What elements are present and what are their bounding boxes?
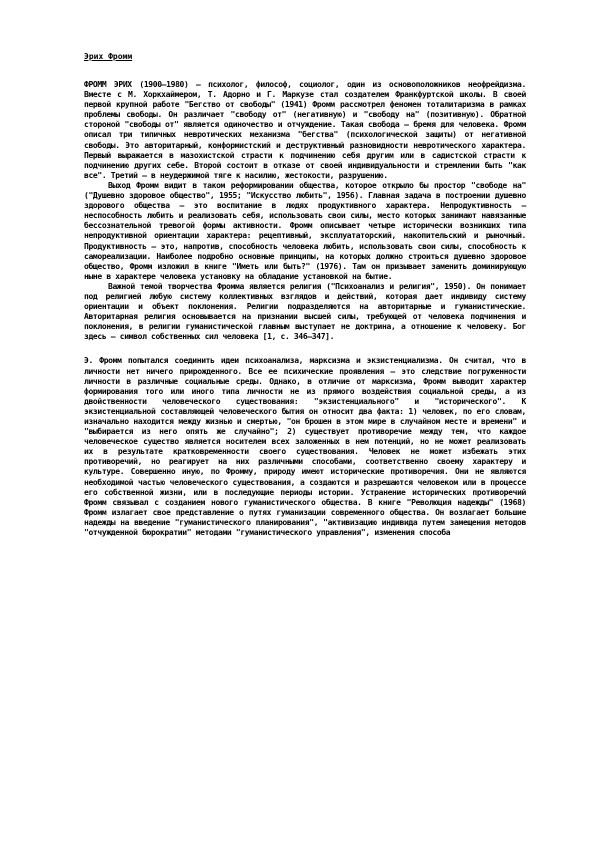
paragraph-2: Выход Фромм видит в таком реформировании общества, которое открыло бы простор "свободе на" ("Душевно здоровое общество", 1955; "Искусство любить", 1956). Главная задача в построении душевно здорового общества — это воспитание в людях продуктивного характера. Непродуктивность — неспособность любить и реализовать себя, использовать свои силы, место которых занимают навязанные бессознательной тревогой формы активности. Фромм описывает четыре исторически возникших типа непродуктивной ориентации характера: рецептивный, эксплуататорский, накопительский и рыночный. Продуктивность — это, напротив, способность человека любить, использовать свои силы, способность к самореализации. Наиболее подробно основные принципы, на которых должно строиться душевно здоровое общество, Фромм изложил в книге "Иметь или быть?" (1976). Там он призывает заменить доминирующую ныне в характере человека установку на обладание установкой на бытие. [84, 180, 526, 281]
document-title: Эрих Фромм [84, 52, 133, 61]
paragraph-3: Важной темой творчества Фромма является религия ("Психоанализ и религия", 1950). Он понимает под религией любую систему коллективных взглядов и действий, которая дает индивиду систему ориентации и объект поклонения. Религии подразделяются на авторитарные и гуманистические. Авторитарная религия основывается на признании высшей силы, требующей от человека подчинения и поклонения, в религии гуманистической главным выступает не доктрина, а отношение к человеку. Бог здесь — символ собственных сил человека [1, с. 346–347]. [84, 281, 526, 342]
paragraph-spacer [84, 342, 526, 356]
paragraph-4: Э. Фромм попытался соединить идеи психоанализа, марксизма и экзистенциализма. Он считал, что в личности нет ничего прирожденного. Все ее психические проявления — это следствие погруженности личности в различные социальные среды. Однако, в отличие от марксизма, Фромм выводит характер формирования того или иного типа личности не из прямого воздействия социальной среды, а из двойственности человеческого существования: "экзистенциального" и "исторического". К экзистенциальной составляющей человеческого бытия он относит два факта: 1) человек, по его словам, изначально находится между жизнью и смертью, "он брошен в этом мире в случайном месте и времени" и "выбирается из него опять же случайно"; 2) существует противоречие между тем, что каждое человеческое существо является носителем всех заложенных в нем потенций, но не может реализовать их в результате кратковременности своего существования. Человек не может избежать этих противоречий, но реагирует на них различными способами, соответственно своему характеру и культуре. Совершенно иную, по Фромму, природу имеют исторические противоречия. Они не являются необходимой частью человеческого существования, а создаются и разрешаются человеком или в процессе его собственной жизни, или в последующие периоды истории. Устранение исторических противоречий Фромм связывал с созданием нового гуманистического общества. В книге "Революция надежды" (1968) Фромм излагает свое представление о путях гуманизации современного общества. Он возлагает большие надежды на введение "гуманистического планирования", "активизацию индивида путем замещения методов "отчужденной бюрократии" методами "гуманистического управления", изменения способа [84, 356, 526, 538]
paragraph-1: ФРОММ ЭРИХ (1900–1980) — психолог, философ, социолог, один из основоположников неофрейдизма. Вместе с М. Хоркхаймером, Т. Адорно и Г. Маркузе стал создателем Франкфуртской школы. В своей первой крупной работе "Бегство от свободы" (1941) Фромм рассмотрел феномен тоталитаризма в рамках проблемы свободы. Он различает "свободу от" (негативную) и "свободу на" (позитивную). Обратной стороной "свободы от" является одиночество и отчуждение. Такая свобода — бремя для человека. Фромм описал три типичных невротических механизма "бегства" (психологической защиты) от негативной свободы. Это авторитарный, конформистский и деструктивный разновидности невротического характера. Первый выражается в мазохистской страсти к подчинению себя другим или в садистской страсти к подчинению других себе. Второй состоит в отказе от своей индивидуальности и стремлении быть "как все". Третий — в неудержимой тяге к насилию, жестокости, разрушению. [84, 80, 526, 180]
document-body [84, 80, 526, 538]
